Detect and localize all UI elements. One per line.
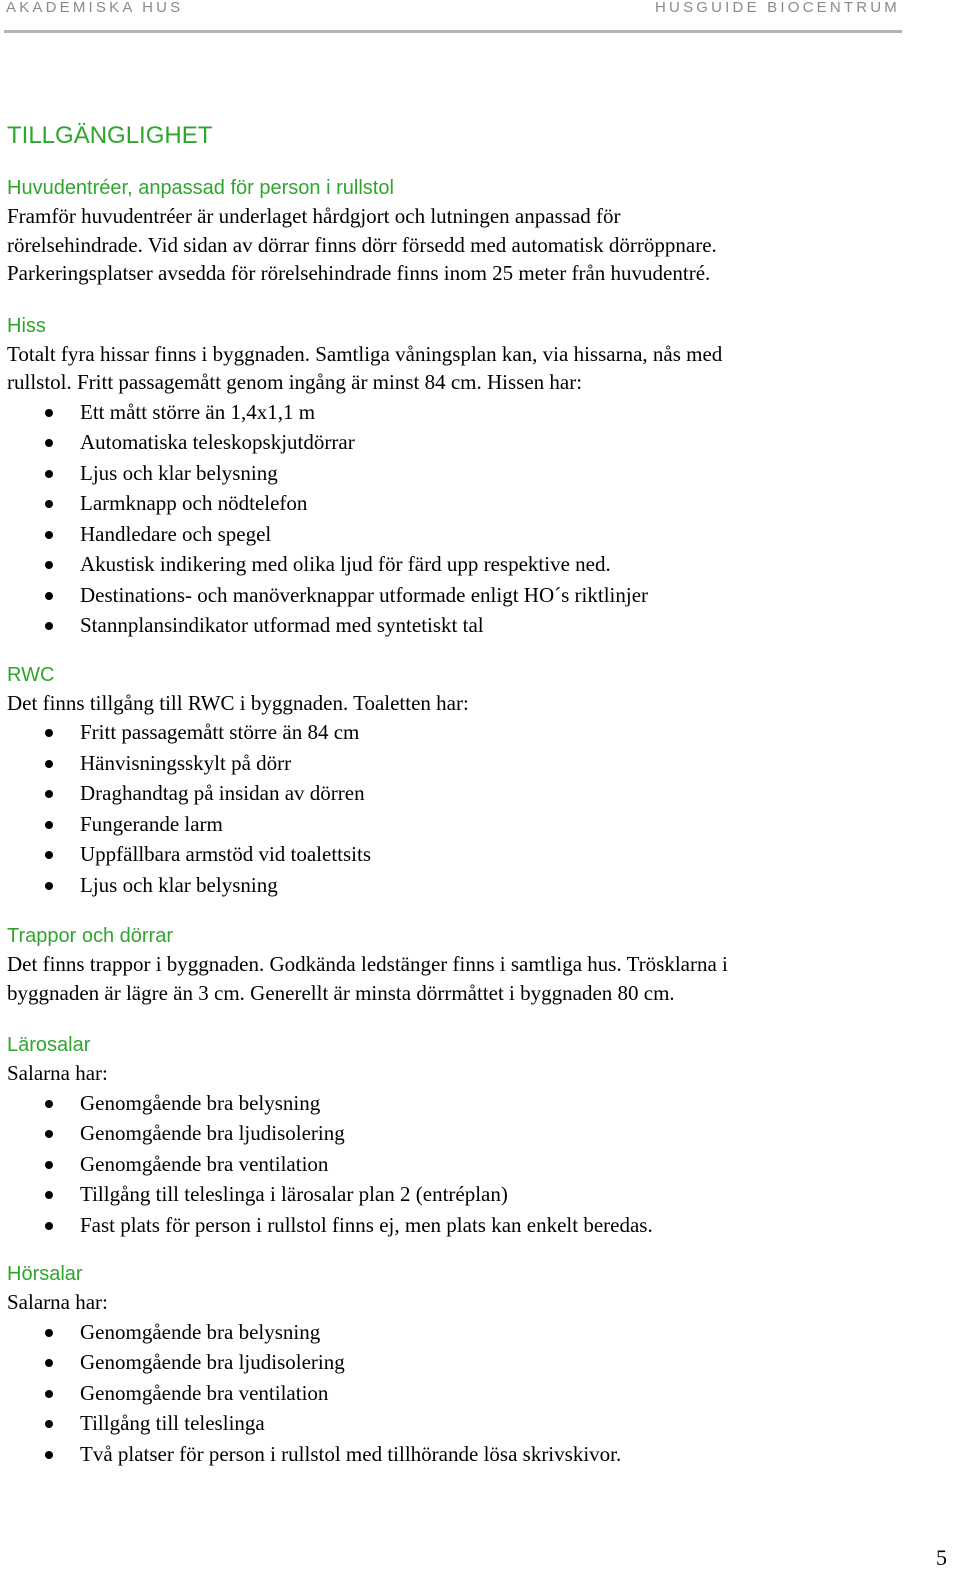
list-item: Genomgående bra ventilation bbox=[7, 1378, 907, 1409]
list-item: Tillgång till teleslinga bbox=[7, 1408, 907, 1439]
list-item: Ljus och klar belysning bbox=[7, 870, 907, 901]
page-number: 5 bbox=[936, 1545, 947, 1570]
list-item: Stannplansindikator utformad med syntetiskt tal bbox=[7, 610, 907, 641]
section-classrooms bbox=[7, 1031, 907, 1240]
bullet-list bbox=[7, 1088, 907, 1241]
page-content bbox=[7, 120, 907, 1469]
section-rwc bbox=[7, 661, 907, 901]
list-item: Genomgående bra ljudisolering bbox=[7, 1347, 907, 1378]
list-item: Genomgående bra ljudisolering bbox=[7, 1118, 907, 1149]
section-stairs-doors bbox=[7, 922, 907, 1007]
list-item: Larmknapp och nödtelefon bbox=[7, 488, 907, 519]
page-title: TILLGÄNGLIGHET bbox=[7, 122, 213, 149]
header-divider bbox=[4, 30, 902, 33]
paragraph-line: Framför huvudentréer är underlaget hårdgjort och lutningen anpassad för bbox=[7, 204, 621, 228]
list-item: Fast plats för person i rullstol finns ej, men plats kan enkelt beredas. bbox=[7, 1210, 907, 1241]
list-item: Hänvisningsskylt på dörr bbox=[7, 748, 907, 779]
section-entrance bbox=[7, 174, 907, 288]
paragraph-line: Parkeringsplatser avsedda för rörelsehindrade finns inom 25 meter från huvudentré. bbox=[7, 261, 711, 285]
list-item: Tillgång till teleslinga i lärosalar plan 2 (entréplan) bbox=[7, 1179, 907, 1210]
list-item: Ett mått större än 1,4x1,1 m bbox=[7, 397, 907, 428]
paragraph-line: Salarna har: bbox=[7, 1061, 108, 1085]
list-item: Destinations- och manöverknappar utformade enligt HO´s riktlinjer bbox=[7, 580, 907, 611]
list-item: Automatiska teleskopskjutdörrar bbox=[7, 427, 907, 458]
bullet-list bbox=[7, 397, 907, 641]
section-heading: Hiss bbox=[7, 314, 46, 337]
list-item: Draghandtag på insidan av dörren bbox=[7, 778, 907, 809]
section-heading: Hörsalar bbox=[7, 1263, 83, 1285]
list-item: Akustisk indikering med olika ljud för färd upp respektive ned. bbox=[7, 549, 907, 580]
paragraph-line: Totalt fyra hissar finns i byggnaden. Samtliga våningsplan kan, via hissarna, nås med bbox=[7, 341, 723, 366]
list-item: Ljus och klar belysning bbox=[7, 458, 907, 489]
paragraph-line: Salarna har: bbox=[7, 1290, 108, 1314]
bullet-list bbox=[7, 1317, 907, 1470]
paragraph-line: Det finns trappor i byggnaden. Godkända ledstänger finns i samtliga hus. Trösklarna i bbox=[7, 952, 728, 976]
bullet-list bbox=[7, 717, 907, 900]
paragraph-line: Det finns tillgång till RWC i byggnaden. Toaletten har: bbox=[7, 690, 469, 715]
list-item: Genomgående bra belysning bbox=[7, 1317, 907, 1348]
paragraph-line: rörelsehindrade. Vid sidan av dörrar finns dörr försedd med automatisk dörröppnare. bbox=[7, 232, 717, 257]
paragraph-line: rullstol. Fritt passagemått genom ingång är minst 84 cm. Hissen har: bbox=[7, 370, 583, 394]
section-elevator bbox=[7, 312, 907, 641]
list-item: Genomgående bra belysning bbox=[7, 1088, 907, 1119]
header-organization: AKADEMISKA HUS bbox=[6, 0, 184, 16]
header-document-title: HUSGUIDE BIOCENTRUM bbox=[655, 0, 900, 16]
list-item: Genomgående bra ventilation bbox=[7, 1149, 907, 1180]
section-lecture-halls bbox=[7, 1260, 907, 1469]
list-item: Handledare och spegel bbox=[7, 519, 907, 550]
section-heading: RWC bbox=[7, 663, 55, 686]
list-item: Fungerande larm bbox=[7, 809, 907, 840]
running-header bbox=[6, 0, 900, 22]
section-heading: Lärosalar bbox=[7, 1034, 91, 1056]
list-item: Uppfällbara armstöd vid toalettsits bbox=[7, 839, 907, 870]
list-item: Fritt passagemått större än 84 cm bbox=[7, 717, 907, 748]
paragraph-line: byggnaden är lägre än 3 cm. Generellt är minsta dörrmåttet i byggnaden 80 cm. bbox=[7, 980, 675, 1005]
list-item: Två platser för person i rullstol med tillhörande lösa skrivskivor. bbox=[7, 1439, 907, 1470]
section-heading: Trappor och dörrar bbox=[7, 925, 173, 947]
section-heading: Huvudentréer, anpassad för person i rullstol bbox=[7, 177, 394, 199]
